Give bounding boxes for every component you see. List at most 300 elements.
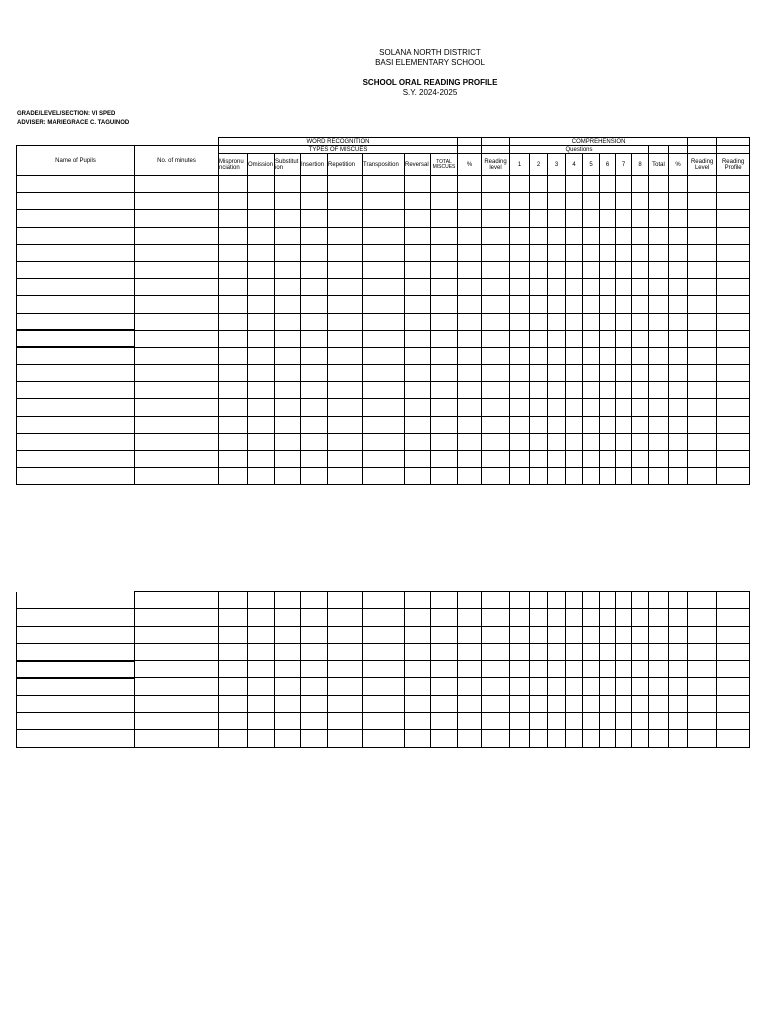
table-cell [616, 193, 632, 210]
col-repetition: Repetition [328, 154, 363, 176]
table-cell [405, 261, 431, 278]
table-cell [548, 695, 566, 712]
table-cell [248, 347, 275, 364]
table-cell [328, 695, 363, 712]
table-cell [566, 382, 583, 399]
table-cell [405, 730, 431, 747]
table-cell [482, 279, 510, 296]
table-cell [301, 330, 328, 347]
table-cell [363, 176, 405, 193]
table-cell [566, 661, 583, 678]
col-percent: % [458, 154, 482, 176]
table-cell [669, 592, 688, 609]
table-cell [482, 730, 510, 747]
table-cell [510, 227, 530, 244]
table-cell [248, 433, 275, 450]
table-cell [363, 609, 405, 626]
table-cell [363, 296, 405, 313]
table-cell [405, 451, 431, 468]
table-cell [275, 433, 301, 450]
col-reading-level-comprehension: Reading Level [688, 154, 717, 176]
table-cell [616, 382, 632, 399]
table-cell [669, 210, 688, 227]
table-cell [616, 695, 632, 712]
table-cell [717, 210, 750, 227]
table-row [17, 365, 750, 382]
table-cell [482, 330, 510, 347]
table-cell [510, 678, 530, 695]
table-cell [482, 176, 510, 193]
col-q8: 8 [632, 154, 649, 176]
table-cell [649, 609, 669, 626]
table-cell [583, 451, 600, 468]
table-cell [688, 451, 717, 468]
pupil-name-cell [17, 382, 135, 399]
table-row [17, 244, 750, 261]
col-reversal: Reversal [405, 154, 431, 176]
table-cell [600, 176, 616, 193]
table-cell [583, 313, 600, 330]
table-cell [328, 279, 363, 296]
table-cell [510, 416, 530, 433]
table-cell [649, 695, 669, 712]
table-cell [405, 713, 431, 730]
table-cell [248, 626, 275, 643]
table-cell [458, 210, 482, 227]
table-cell [583, 609, 600, 626]
table-cell [649, 330, 669, 347]
table-cell [482, 713, 510, 730]
table-cell [301, 416, 328, 433]
table-cell [548, 643, 566, 660]
table-row [17, 643, 750, 660]
table-cell [717, 330, 750, 347]
table-cell [363, 592, 405, 609]
table-cell [275, 261, 301, 278]
table-cell [530, 176, 548, 193]
table-cell [548, 261, 566, 278]
table-cell [669, 678, 688, 695]
table-cell [632, 626, 649, 643]
table-cell [669, 643, 688, 660]
table-cell [248, 330, 275, 347]
table-cell [600, 296, 616, 313]
table-cell [275, 695, 301, 712]
table-cell [548, 279, 566, 296]
table-cell [431, 365, 458, 382]
table-cell [482, 313, 510, 330]
table-cell [632, 193, 649, 210]
table-cell [363, 313, 405, 330]
table-cell [458, 279, 482, 296]
table-cell [616, 261, 632, 278]
reading-profile-table [16, 137, 750, 485]
table-cell [405, 416, 431, 433]
table-cell [530, 296, 548, 313]
pupil-name-cell [17, 643, 135, 660]
grade-level-section: GRADE/LEVEL/SECTION: VI SPED [17, 111, 116, 117]
table-cell [632, 468, 649, 485]
table-cell [616, 330, 632, 347]
col-q1: 1 [510, 154, 530, 176]
table-cell [431, 661, 458, 678]
table-cell [248, 451, 275, 468]
table-cell [482, 193, 510, 210]
table-cell [632, 695, 649, 712]
table-cell [632, 433, 649, 450]
table-cell [301, 210, 328, 227]
table-row [17, 193, 750, 210]
table-cell [458, 193, 482, 210]
table-cell [548, 365, 566, 382]
table-cell [510, 261, 530, 278]
table-cell [363, 730, 405, 747]
table-cell [717, 279, 750, 296]
table-cell [566, 713, 583, 730]
table-cell [669, 365, 688, 382]
district-name: SOLANA NORTH DISTRICT [379, 48, 481, 57]
table-cell [458, 365, 482, 382]
table-cell [688, 433, 717, 450]
table-cell [548, 313, 566, 330]
table-cell [717, 695, 750, 712]
table-cell [616, 643, 632, 660]
table-cell [616, 451, 632, 468]
table-cell [219, 382, 248, 399]
table-cell [583, 244, 600, 261]
table-cell [219, 227, 248, 244]
table-cell [632, 730, 649, 747]
table-cell [600, 244, 616, 261]
pupil-name-cell [17, 678, 135, 695]
table-cell [135, 313, 219, 330]
table-cell [530, 661, 548, 678]
table-cell [405, 382, 431, 399]
table-cell [632, 210, 649, 227]
types-of-miscues-header: TYPES OF MISCUES [219, 146, 458, 154]
table-cell [632, 399, 649, 416]
pupil-name-cell [17, 433, 135, 450]
table-cell [248, 227, 275, 244]
table-cell [566, 433, 583, 450]
table-cell [616, 210, 632, 227]
table-cell [275, 347, 301, 364]
table-cell [669, 609, 688, 626]
table-cell [363, 678, 405, 695]
table-cell [275, 176, 301, 193]
col-no-of-minutes: No. of minutes [135, 146, 219, 176]
table-cell [583, 661, 600, 678]
col-total: Total [649, 154, 669, 176]
table-cell [566, 227, 583, 244]
table-cell [717, 347, 750, 364]
header-row-group [17, 138, 750, 146]
table-cell [548, 609, 566, 626]
table-cell [530, 399, 548, 416]
table-cell [583, 713, 600, 730]
table-cell [510, 193, 530, 210]
table-cell [431, 678, 458, 695]
table-cell [248, 261, 275, 278]
table-cell [328, 244, 363, 261]
table-row [17, 399, 750, 416]
table-cell [482, 643, 510, 660]
table-cell [530, 244, 548, 261]
table-cell [632, 279, 649, 296]
table-cell [363, 261, 405, 278]
table-cell [510, 347, 530, 364]
pupil-name-cell [17, 365, 135, 382]
col-q6: 6 [600, 154, 616, 176]
table-cell [458, 176, 482, 193]
table-cell [301, 296, 328, 313]
pupil-name-cell [17, 399, 135, 416]
table-cell [632, 244, 649, 261]
table-cell [717, 433, 750, 450]
table-cell [649, 730, 669, 747]
table-cell [530, 193, 548, 210]
table-cell [510, 313, 530, 330]
table-cell [510, 713, 530, 730]
table-cell [548, 347, 566, 364]
table-cell [135, 451, 219, 468]
table-cell [135, 296, 219, 313]
table-cell [717, 296, 750, 313]
table-cell [135, 279, 219, 296]
table-cell [482, 261, 510, 278]
table-cell [688, 730, 717, 747]
table-cell [275, 330, 301, 347]
table-cell [458, 678, 482, 695]
table-cell [328, 713, 363, 730]
table-cell [510, 468, 530, 485]
table-cell [566, 313, 583, 330]
table-cell [458, 244, 482, 261]
table-cell [669, 313, 688, 330]
table-row [17, 261, 750, 278]
table-cell [600, 678, 616, 695]
table-cell [669, 433, 688, 450]
table-cell [431, 399, 458, 416]
table-cell [717, 713, 750, 730]
col-q5: 5 [583, 154, 600, 176]
table-cell [548, 382, 566, 399]
table-cell [669, 193, 688, 210]
table-cell [219, 451, 248, 468]
document-title: SCHOOL ORAL READING PROFILE [362, 78, 498, 87]
table-cell [248, 176, 275, 193]
pupil-name-cell [17, 609, 135, 626]
table-cell [301, 626, 328, 643]
table-cell [135, 678, 219, 695]
table-cell [632, 330, 649, 347]
table-cell [669, 713, 688, 730]
table-cell [548, 626, 566, 643]
table-cell [301, 678, 328, 695]
table-cell [431, 330, 458, 347]
table-cell [548, 399, 566, 416]
table-cell [431, 626, 458, 643]
table-cell [248, 468, 275, 485]
table-cell [510, 643, 530, 660]
table-cell [583, 330, 600, 347]
table-row [17, 313, 750, 330]
table-cell [649, 451, 669, 468]
table-cell [649, 713, 669, 730]
table-cell [248, 399, 275, 416]
table-cell [566, 296, 583, 313]
table-cell [717, 261, 750, 278]
table-cell [275, 244, 301, 261]
table-cell [583, 279, 600, 296]
table-cell [688, 227, 717, 244]
table-cell [688, 279, 717, 296]
table-cell [458, 433, 482, 450]
table-cell [328, 468, 363, 485]
table-cell [458, 330, 482, 347]
table-cell [669, 626, 688, 643]
table-cell [405, 296, 431, 313]
table-cell [363, 279, 405, 296]
table-cell [248, 416, 275, 433]
table-cell [600, 210, 616, 227]
table-cell [717, 227, 750, 244]
table-cell [363, 193, 405, 210]
table-cell [328, 730, 363, 747]
table-cell [482, 609, 510, 626]
table-cell [248, 210, 275, 227]
table-cell [458, 399, 482, 416]
table-cell [405, 347, 431, 364]
table-cell [301, 433, 328, 450]
table-cell [405, 609, 431, 626]
table-cell [649, 592, 669, 609]
table-cell [219, 296, 248, 313]
table-cell [482, 210, 510, 227]
table-cell [328, 227, 363, 244]
table-cell [510, 399, 530, 416]
table-cell [431, 227, 458, 244]
table-cell [275, 313, 301, 330]
table-cell [458, 695, 482, 712]
table-cell [328, 592, 363, 609]
table-cell [431, 416, 458, 433]
table-cell [301, 730, 328, 747]
table-cell [649, 399, 669, 416]
table-cell [301, 365, 328, 382]
pupil-name-cell [17, 244, 135, 261]
table-cell [583, 678, 600, 695]
table-cell [530, 433, 548, 450]
pupil-name-cell [17, 193, 135, 210]
table-cell [669, 330, 688, 347]
table-cell [135, 695, 219, 712]
table-cell [219, 365, 248, 382]
table-cell [600, 193, 616, 210]
table-cell [458, 661, 482, 678]
table-cell [688, 643, 717, 660]
table-cell [669, 296, 688, 313]
table-cell [566, 365, 583, 382]
col-q3: 3 [548, 154, 566, 176]
col-q4: 4 [566, 154, 583, 176]
pupil-name-cell [17, 626, 135, 643]
table-cell [458, 451, 482, 468]
table-cell [405, 227, 431, 244]
pupil-name-cell [17, 279, 135, 296]
table-cell [431, 592, 458, 609]
table-cell [616, 296, 632, 313]
table-cell [328, 609, 363, 626]
table-cell [482, 296, 510, 313]
table-cell [632, 365, 649, 382]
table-cell [301, 313, 328, 330]
table-cell [548, 296, 566, 313]
table-cell [717, 609, 750, 626]
table-cell [482, 433, 510, 450]
table-row [17, 347, 750, 364]
table-cell [431, 279, 458, 296]
table-cell [458, 609, 482, 626]
table-cell [669, 244, 688, 261]
table-cell [566, 261, 583, 278]
reading-profile-table-continued [16, 591, 750, 748]
table-cell [616, 416, 632, 433]
table-cell [363, 643, 405, 660]
table-cell [510, 382, 530, 399]
table-cell [548, 433, 566, 450]
table-cell [328, 261, 363, 278]
table-cell [135, 244, 219, 261]
table-cell [566, 643, 583, 660]
table-cell [600, 433, 616, 450]
pupil-name-cell [17, 592, 135, 609]
table-cell [248, 730, 275, 747]
table-cell [649, 416, 669, 433]
table-cell [632, 643, 649, 660]
table-cell [219, 176, 248, 193]
table-cell [510, 451, 530, 468]
table-cell [583, 695, 600, 712]
col-percent-comprehension: % [669, 154, 688, 176]
table-cell [135, 730, 219, 747]
table-cell [328, 296, 363, 313]
table-cell [482, 347, 510, 364]
table-cell [219, 416, 248, 433]
table-cell [717, 176, 750, 193]
table-cell [219, 261, 248, 278]
table-cell [458, 713, 482, 730]
table-cell [688, 313, 717, 330]
table-cell [566, 193, 583, 210]
table-cell [600, 695, 616, 712]
table-cell [301, 592, 328, 609]
table-cell [566, 609, 583, 626]
table-row [17, 713, 750, 730]
table-row [17, 227, 750, 244]
col-omission: Omission [248, 154, 275, 176]
table-cell [135, 227, 219, 244]
table-cell [616, 227, 632, 244]
table-cell [363, 382, 405, 399]
table-cell [248, 661, 275, 678]
table-cell [328, 365, 363, 382]
table-row [17, 626, 750, 643]
table-cell [431, 244, 458, 261]
table-cell [328, 451, 363, 468]
table-cell [219, 210, 248, 227]
table-cell [405, 695, 431, 712]
